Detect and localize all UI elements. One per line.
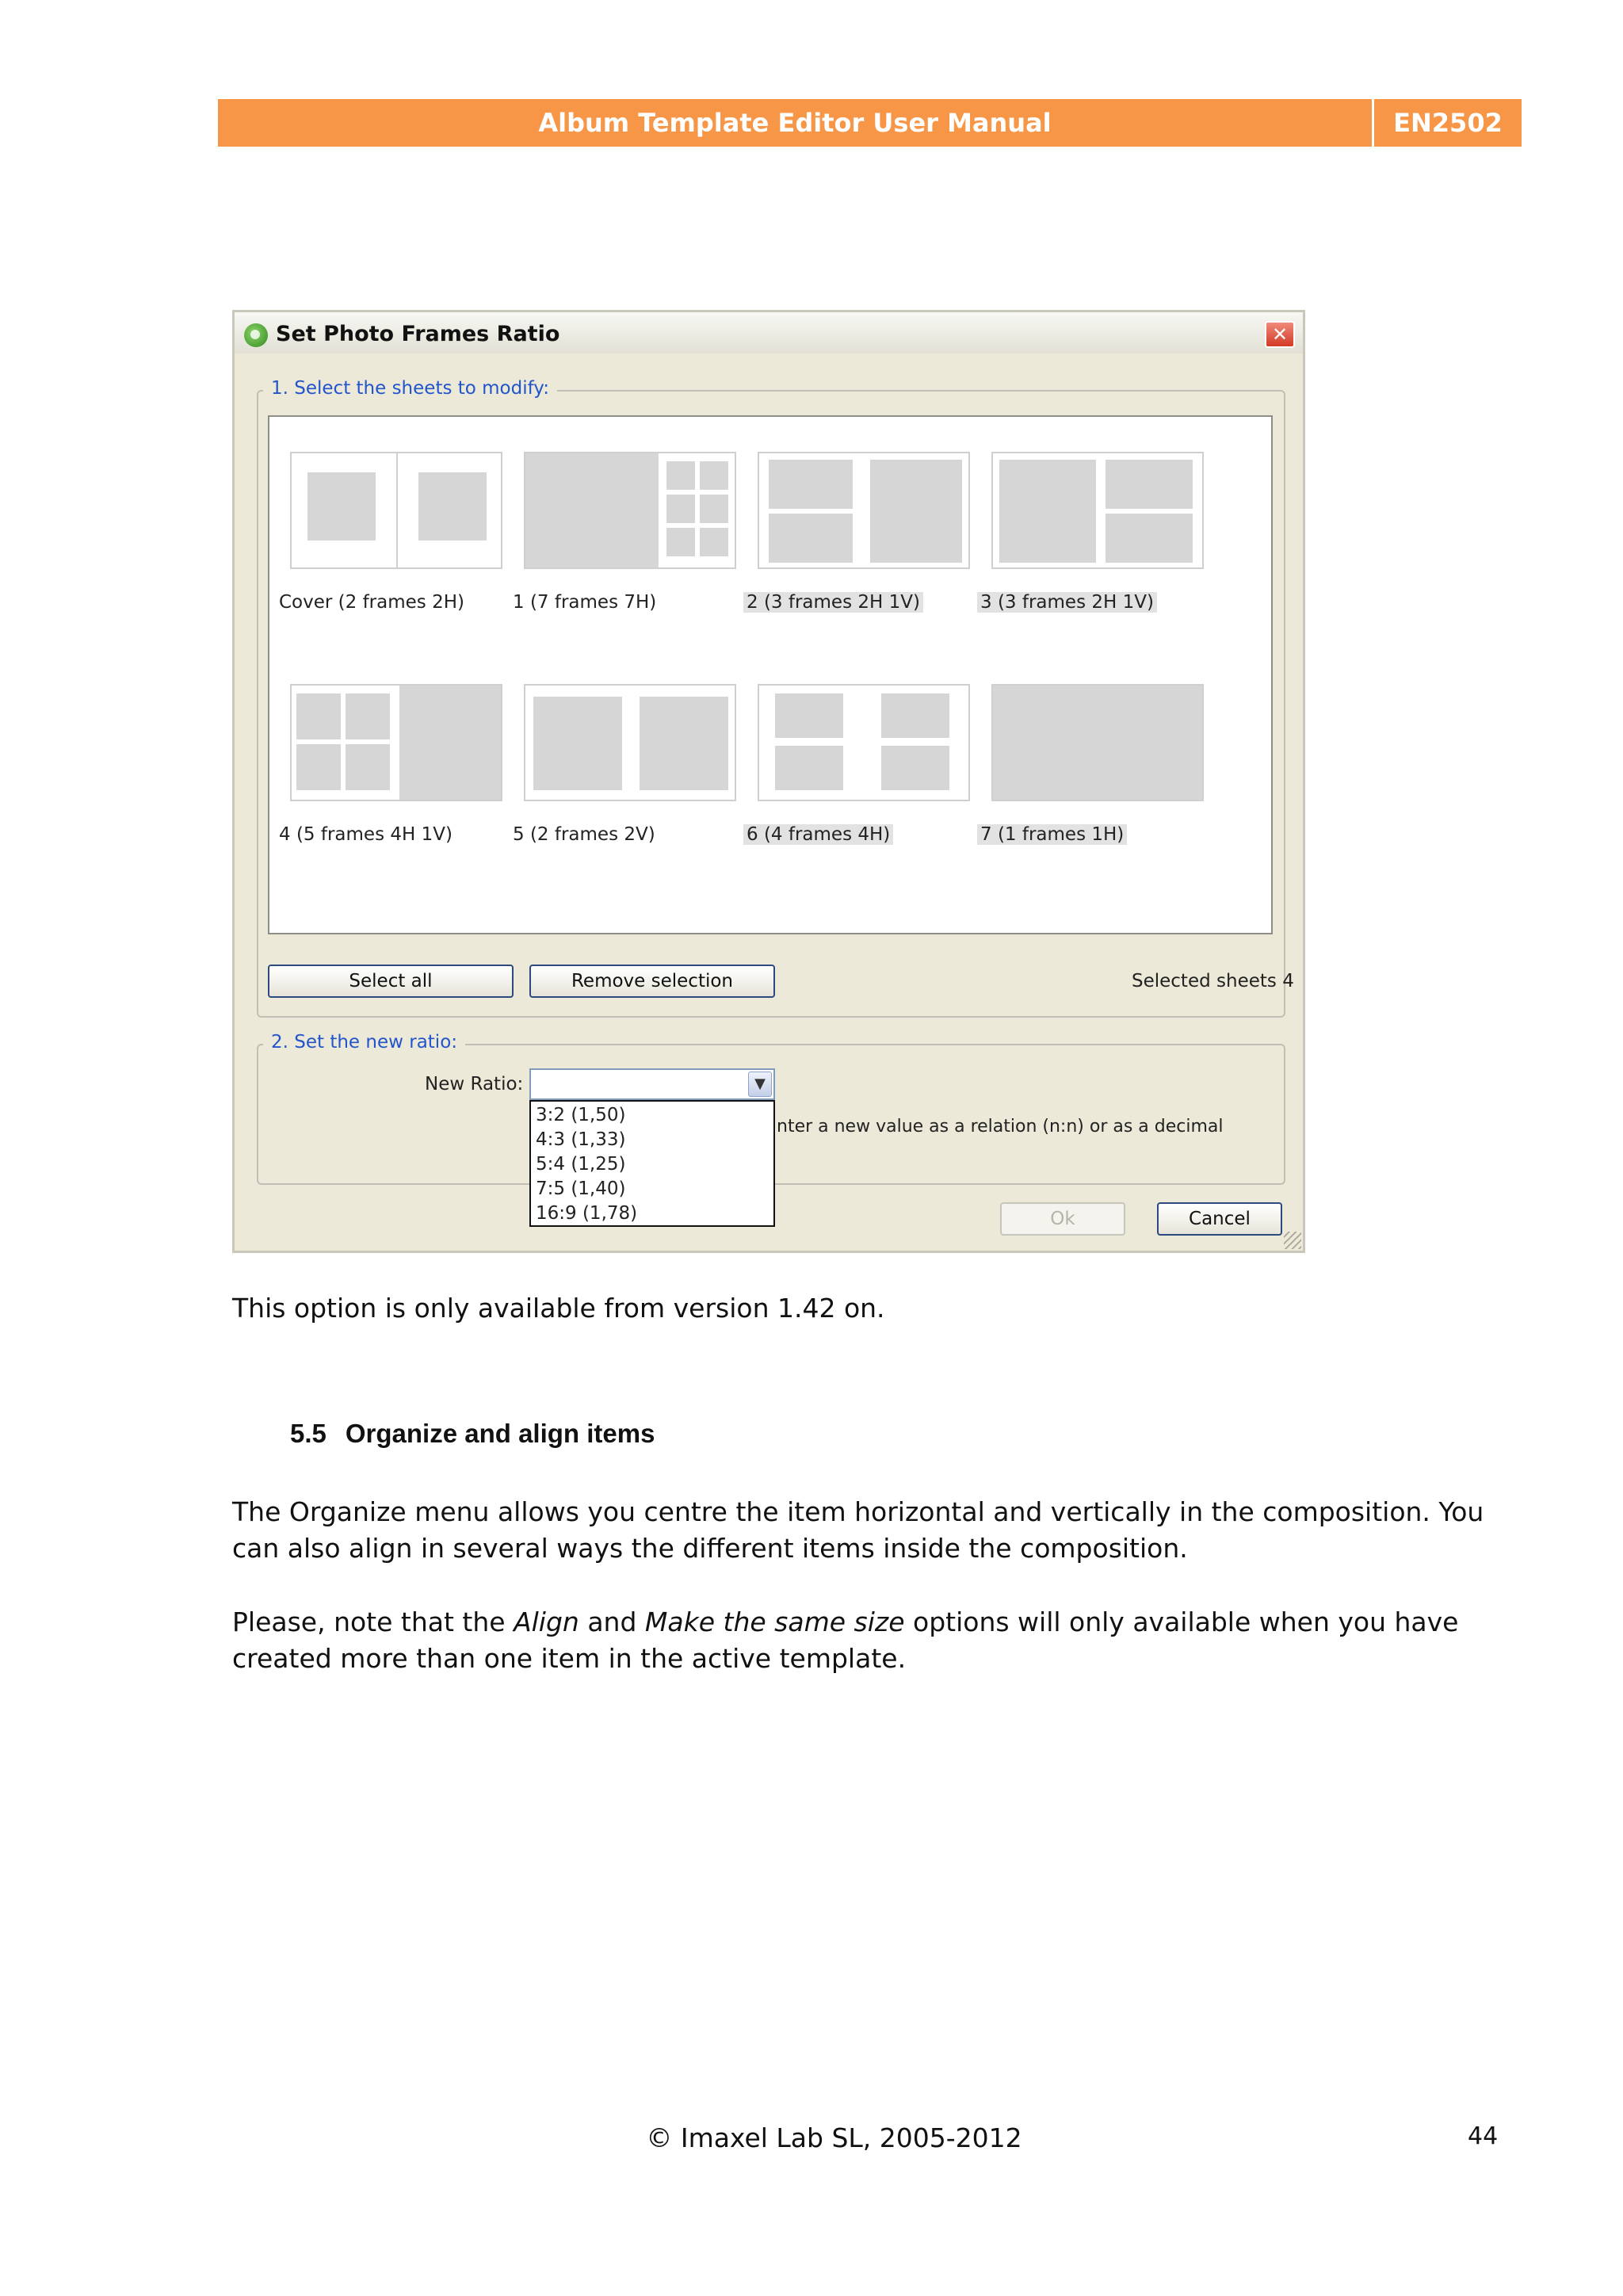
ratio-option[interactable]: 16:9 (1,78) [536,1203,638,1224]
align-note-paragraph: Please, note that the Align and Make the same size options will only available when you have created more than one item in the active template. [232,1606,1459,1674]
cancel-button[interactable]: Cancel [1157,1202,1282,1236]
close-button[interactable] [1265,321,1295,348]
page-number: 44 [1468,2122,1499,2150]
section-number: 5.5 [290,1419,327,1448]
close-icon: ✕ [1271,323,1289,346]
sheet-label-selected: 7 (1 frames 1H) [977,824,1127,845]
sheet-thumbnail-6[interactable] [758,684,970,801]
remove-selection-button[interactable]: Remove selection [529,965,775,998]
dialog-title: Set Photo Frames Ratio [276,322,560,346]
version-note: This option is only available from version 1.42 on. [232,1293,885,1324]
sheet-label-selected: 2 (3 frames 2H 1V) [743,592,923,613]
align-term: Align [514,1606,579,1637]
document-code: EN2502 [1393,108,1503,138]
copyright-footer: © Imaxel Lab SL, 2005-2012 [646,2122,1022,2153]
sheet-label-selected: 3 (3 frames 2H 1V) [977,592,1157,613]
header-band [218,99,1522,147]
new-ratio-label: New Ratio: [425,1074,524,1095]
sheet-thumbnail-1[interactable] [524,452,736,569]
selected-sheets-count: Selected sheets 4 [1132,971,1294,991]
sheet-label: 5 (2 frames 2V) [513,824,655,845]
sheet-thumbnail-3[interactable] [991,452,1204,569]
sheet-thumbnail-7[interactable] [991,684,1204,801]
ratio-legend: 2. Set the new ratio: [263,1032,465,1052]
select-all-button[interactable]: Select all [268,965,514,998]
ratio-dropdown-list [529,1100,775,1227]
sheet-thumbnail-2[interactable] [758,452,970,569]
sheet-label: Cover (2 frames 2H) [279,592,464,613]
resize-grip-icon[interactable] [1284,1232,1301,1249]
sheet-label: 1 (7 frames 7H) [513,592,657,613]
section-heading [290,1419,674,1449]
same-size-term: Make the same size [644,1606,905,1637]
sheet-label: 4 (5 frames 4H 1V) [279,824,453,845]
section-title: Organize and align items [345,1419,655,1448]
sheet-thumbnail-cover[interactable] [290,452,502,569]
organize-paragraph: The Organize menu allows you centre the item horizontal and vertically in the composition. You can also align in several ways the different items inside the composition. [232,1496,1484,1564]
ratio-option[interactable]: 7:5 (1,40) [536,1179,626,1199]
app-logo-icon [244,323,268,347]
new-ratio-combobox[interactable] [529,1068,775,1100]
ratio-option[interactable]: 5:4 (1,25) [536,1154,626,1175]
ratio-hint: nter a new value as a relation (n:n) or as a decimal [777,1117,1224,1137]
sheet-thumbnail-4[interactable] [290,684,502,801]
ratio-option[interactable]: 3:2 (1,50) [536,1105,626,1125]
ratio-option[interactable]: 4:3 (1,33) [536,1129,626,1150]
dialog-titlebar [235,312,1303,353]
sheet-selection-legend: 1. Select the sheets to modify: [263,378,557,399]
sheet-thumbnail-5[interactable] [524,684,736,801]
ok-button[interactable]: Ok [1000,1202,1125,1236]
sheet-list [268,415,1273,934]
chevron-down-icon[interactable]: ▼ [748,1072,772,1097]
set-photo-frames-ratio-dialog [232,310,1305,1253]
document-title: Album Template Editor User Manual [538,108,1052,138]
sheet-label-selected: 6 (4 frames 4H) [743,824,893,845]
